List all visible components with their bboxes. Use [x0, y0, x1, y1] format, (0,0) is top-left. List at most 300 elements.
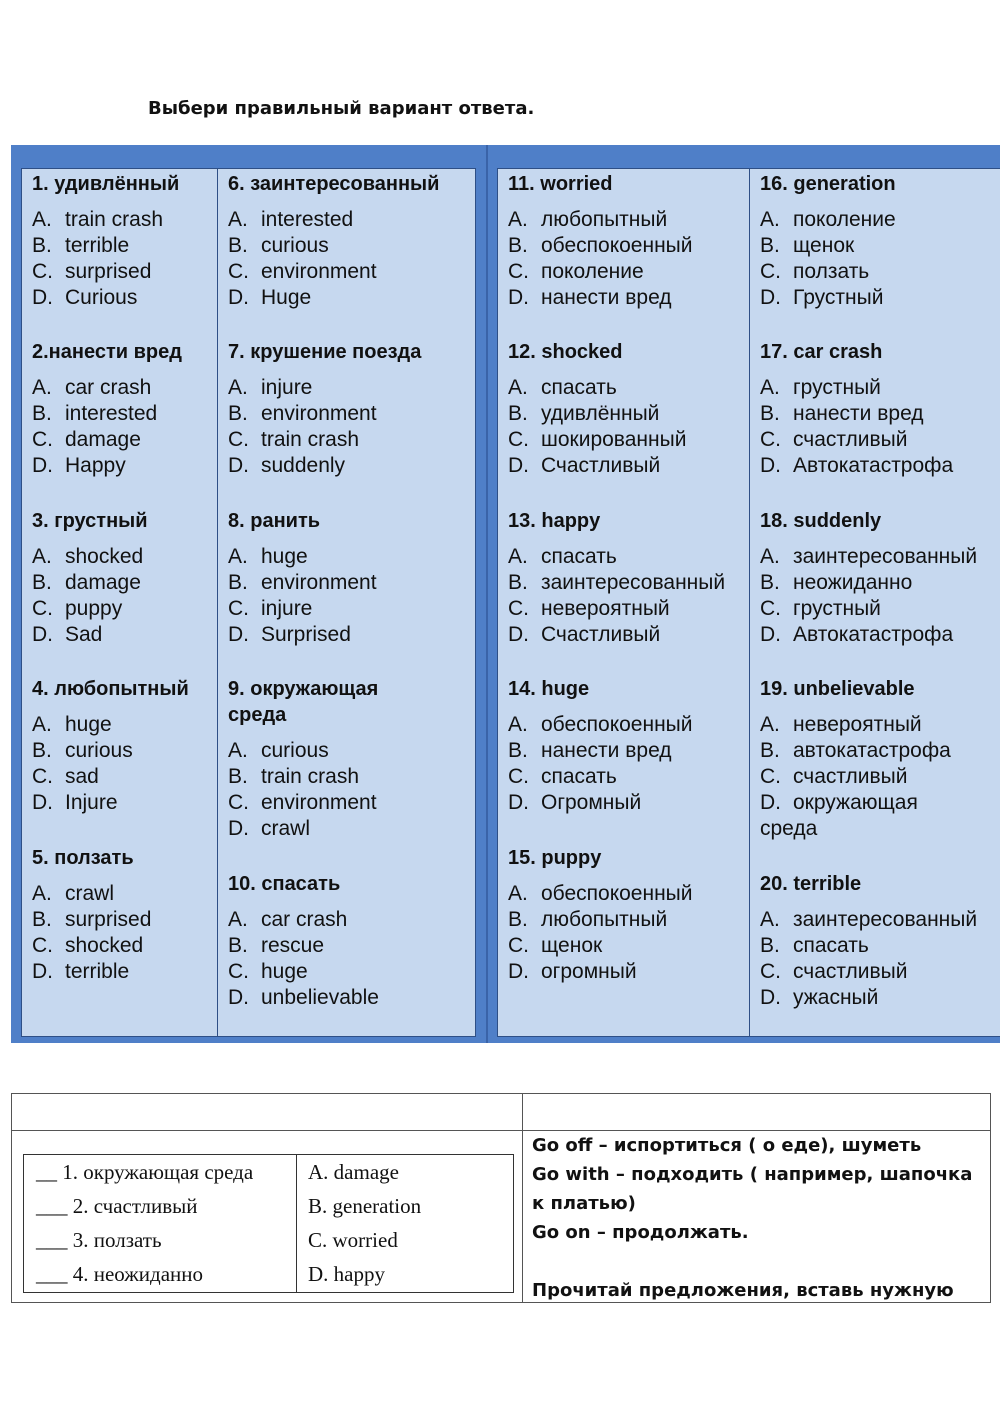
option-letter: C.	[32, 765, 53, 788]
question-15-option-b[interactable]	[508, 907, 747, 933]
question-5-heading: 5. ползать	[32, 847, 134, 869]
option-letter: B.	[32, 571, 52, 594]
match-right-d: D. happy	[308, 1262, 385, 1286]
option-text: грустный	[793, 597, 881, 620]
question-7-option-d[interactable]	[228, 453, 474, 479]
question-2-option-a[interactable]	[32, 375, 215, 401]
option-letter: C.	[508, 428, 529, 451]
option-text: спасать	[541, 545, 617, 568]
option-text: невероятный	[541, 597, 670, 620]
phrasal-verb-notes	[532, 1131, 987, 1305]
question-6-option-d[interactable]	[228, 285, 474, 311]
option-letter: A.	[760, 208, 780, 231]
question-14-option-b[interactable]	[508, 738, 747, 764]
option-letter: A.	[32, 208, 52, 231]
question-10-option-a[interactable]	[228, 907, 474, 933]
question-1-option-d[interactable]	[32, 285, 215, 311]
question-16-option-c[interactable]	[760, 259, 999, 285]
question-16-heading: 16. generation	[760, 173, 896, 195]
option-letter: D.	[760, 623, 781, 646]
question-16-option-b[interactable]	[760, 233, 999, 259]
option-text: crawl	[65, 882, 115, 905]
option-letter: D.	[760, 454, 781, 477]
question-8-heading: 8. ранить	[228, 510, 321, 532]
question-9-option-b[interactable]	[228, 764, 474, 790]
bottom-table	[11, 1093, 991, 1303]
option-letter: B.	[760, 571, 780, 594]
option-letter: A.	[228, 545, 248, 568]
question-8	[228, 508, 474, 648]
question-2-option-d[interactable]	[32, 453, 215, 479]
option-letter: B.	[228, 234, 248, 257]
question-20-heading: 20. terrible	[760, 873, 862, 895]
option-letter: C.	[508, 765, 529, 788]
option-letter: A.	[32, 376, 52, 399]
question-11	[508, 171, 747, 311]
note-go-with: Go with – подходить ( например, шапочка к платью)	[532, 1164, 973, 1214]
question-15-option-a[interactable]	[508, 881, 747, 907]
option-text: любопытный	[541, 908, 668, 931]
option-text: damage	[65, 571, 141, 594]
option-letter: C.	[32, 597, 53, 620]
option-text: rescue	[261, 934, 325, 957]
option-text: окружающая среда	[760, 791, 918, 840]
match-left-4: ___ 4. неожиданно	[36, 1262, 204, 1286]
option-letter: A.	[32, 882, 52, 905]
option-letter: C.	[508, 934, 529, 957]
option-text: injure	[261, 376, 313, 399]
option-letter: C.	[508, 597, 529, 620]
option-text: train crash	[261, 428, 360, 451]
question-18-option-c[interactable]	[760, 596, 999, 622]
option-letter: C.	[760, 597, 781, 620]
question-19-option-d[interactable]	[760, 790, 980, 842]
option-text: Happy	[65, 454, 126, 477]
option-letter: D.	[760, 986, 781, 1009]
option-letter: B.	[228, 402, 248, 425]
note-go-on: Go on – продолжать.	[532, 1222, 749, 1243]
option-letter: D.	[508, 454, 529, 477]
option-text: поколение	[541, 260, 644, 283]
question-11-heading: 11. worried	[508, 173, 613, 195]
option-letter: C.	[228, 597, 249, 620]
question-5-option-d[interactable]	[32, 959, 215, 985]
quiz-column-4	[749, 169, 1000, 1036]
question-16	[760, 171, 999, 311]
question-12-option-b[interactable]	[508, 401, 747, 427]
quiz-column-2	[217, 169, 476, 1036]
option-letter: D.	[228, 986, 249, 1009]
question-6-option-b[interactable]	[228, 233, 474, 259]
question-20-option-d[interactable]	[760, 985, 999, 1011]
question-18-heading: 18. suddenly	[760, 510, 882, 532]
option-letter: A.	[760, 376, 780, 399]
question-4-option-c[interactable]	[32, 764, 215, 790]
option-letter: B.	[228, 765, 248, 788]
option-letter: A.	[508, 713, 528, 736]
option-text: Грустный	[793, 286, 884, 309]
question-14-option-c[interactable]	[508, 764, 747, 790]
option-text: спасать	[793, 934, 869, 957]
option-letter: B.	[228, 934, 248, 957]
question-19-option-c[interactable]	[760, 764, 999, 790]
question-13	[508, 508, 747, 648]
option-text: нанести вред	[541, 286, 672, 309]
option-letter: A.	[228, 208, 248, 231]
option-letter: B.	[760, 402, 780, 425]
question-9	[228, 676, 474, 842]
question-13-heading: 13. happy	[508, 510, 601, 532]
option-letter: A.	[32, 713, 52, 736]
option-text: shocked	[65, 934, 144, 957]
question-4	[32, 676, 215, 816]
question-12-option-d[interactable]	[508, 453, 747, 479]
question-5	[32, 845, 215, 985]
option-text: curious	[261, 234, 329, 257]
option-letter: A.	[508, 376, 528, 399]
question-18-option-a[interactable]	[760, 544, 999, 570]
question-17-option-b[interactable]	[760, 401, 999, 427]
option-text: surprised	[65, 260, 152, 283]
option-text: terrible	[65, 234, 130, 257]
note-spacer	[532, 1247, 987, 1276]
question-14-heading: 14. huge	[508, 678, 590, 700]
option-text: невероятный	[793, 713, 922, 736]
option-text: Огромный	[541, 791, 642, 814]
option-letter: B.	[228, 571, 248, 594]
question-2-option-b[interactable]	[32, 401, 215, 427]
question-15	[508, 845, 747, 985]
option-letter: A.	[508, 545, 528, 568]
option-text: заинтересованный	[793, 908, 978, 931]
option-text: обеспокоенный	[541, 882, 693, 905]
option-text: нанести вред	[541, 739, 672, 762]
option-text: huge	[261, 960, 308, 983]
option-text: огромный	[541, 960, 637, 983]
option-text: shocked	[65, 545, 144, 568]
option-text: surprised	[65, 908, 152, 931]
option-letter: D.	[508, 791, 529, 814]
question-1-option-a[interactable]	[32, 207, 215, 233]
question-7-option-c[interactable]	[228, 427, 474, 453]
option-text: sad	[65, 765, 99, 788]
match-left-2: ___ 2. счастливый	[36, 1194, 198, 1218]
option-letter: B.	[760, 934, 780, 957]
match-right-c: C. worried	[308, 1228, 398, 1252]
question-13-option-b[interactable]	[508, 570, 747, 596]
question-6-heading: 6. заинтересованный	[228, 173, 440, 195]
option-letter: C.	[760, 428, 781, 451]
option-text: Curious	[65, 286, 138, 309]
question-1-option-c[interactable]	[32, 259, 215, 285]
option-text: щенок	[793, 234, 855, 257]
question-11-option-d[interactable]	[508, 285, 747, 311]
option-text: interested	[65, 402, 158, 425]
option-letter: B.	[508, 739, 528, 762]
option-letter: B.	[32, 402, 52, 425]
option-letter: C.	[32, 260, 53, 283]
question-17	[760, 339, 999, 479]
question-19-option-a[interactable]	[760, 712, 999, 738]
option-text: грустный	[793, 376, 881, 399]
option-letter: B.	[32, 908, 52, 931]
note-instruction: Прочитай предложения, вставь нужную	[532, 1280, 954, 1301]
option-text: автокатастрофа	[793, 739, 951, 762]
question-1	[32, 171, 215, 311]
option-letter: A.	[32, 545, 52, 568]
option-text: huge	[261, 545, 308, 568]
option-letter: A.	[508, 208, 528, 231]
question-20-option-c[interactable]	[760, 959, 999, 985]
question-6-option-a[interactable]	[228, 207, 474, 233]
option-letter: A.	[760, 713, 780, 736]
question-14	[508, 676, 747, 816]
question-20-option-a[interactable]	[760, 907, 999, 933]
question-17-heading: 17. car crash	[760, 341, 883, 363]
option-letter: B.	[508, 908, 528, 931]
question-12-option-a[interactable]	[508, 375, 747, 401]
option-letter: C.	[32, 934, 53, 957]
question-8-option-c[interactable]	[228, 596, 474, 622]
option-letter: A.	[760, 545, 780, 568]
option-letter: A.	[228, 908, 248, 931]
question-6	[228, 171, 474, 311]
option-text: ужасный	[793, 986, 879, 1009]
option-letter: D.	[32, 623, 53, 646]
option-letter: D.	[228, 286, 249, 309]
question-16-option-a[interactable]	[760, 207, 999, 233]
question-17-option-c[interactable]	[760, 427, 999, 453]
question-15-heading: 15. puppy	[508, 847, 602, 869]
question-7-option-a[interactable]	[228, 375, 474, 401]
question-9-option-d[interactable]	[228, 816, 474, 842]
question-16-option-d[interactable]	[760, 285, 999, 311]
option-letter: C.	[32, 428, 53, 451]
option-text: train crash	[65, 208, 164, 231]
option-text: crawl	[261, 817, 311, 840]
option-letter: D.	[508, 960, 529, 983]
note-go-off: Go off – испортиться ( о еде), шуметь	[532, 1135, 922, 1156]
option-letter: D.	[32, 454, 53, 477]
option-letter: B.	[32, 739, 52, 762]
option-letter: A.	[228, 739, 248, 762]
option-text: unbelievable	[261, 986, 379, 1009]
option-letter: B.	[508, 571, 528, 594]
question-8-option-d[interactable]	[228, 622, 474, 648]
option-text: Surprised	[261, 623, 351, 646]
question-18	[760, 508, 999, 648]
option-text: счастливый	[793, 428, 908, 451]
match-left-3: ___ 3. ползать	[36, 1228, 162, 1252]
question-4-option-a[interactable]	[32, 712, 215, 738]
question-13-option-c[interactable]	[508, 596, 747, 622]
question-2-heading: 2.нанести вред	[32, 341, 182, 363]
option-letter: D.	[228, 454, 249, 477]
option-letter: D.	[508, 286, 529, 309]
option-text: train crash	[261, 765, 360, 788]
option-letter: A.	[508, 882, 528, 905]
question-4-option-b[interactable]	[32, 738, 215, 764]
option-text: car crash	[261, 908, 348, 931]
option-letter: D.	[228, 623, 249, 646]
option-text: счастливый	[793, 765, 908, 788]
option-letter: B.	[760, 234, 780, 257]
right-panel	[497, 168, 1000, 1037]
option-text: terrible	[65, 960, 130, 983]
question-17-option-a[interactable]	[760, 375, 999, 401]
option-text: curious	[261, 739, 329, 762]
option-letter: C.	[760, 260, 781, 283]
question-3-option-a[interactable]	[32, 544, 215, 570]
option-letter: D.	[32, 286, 53, 309]
option-letter: C.	[228, 428, 249, 451]
option-letter: D.	[32, 960, 53, 983]
option-text: заинтересованный	[541, 571, 726, 594]
question-17-option-d[interactable]	[760, 453, 999, 479]
option-text: заинтересованный	[793, 545, 978, 568]
option-text: счастливый	[793, 960, 908, 983]
question-12	[508, 339, 747, 479]
question-18-option-b[interactable]	[760, 570, 999, 596]
option-letter: D.	[32, 791, 53, 814]
option-letter: C.	[760, 765, 781, 788]
question-13-option-d[interactable]	[508, 622, 747, 648]
quiz-frame	[11, 145, 1000, 1043]
option-text: шокированный	[541, 428, 687, 451]
option-letter: C.	[228, 260, 249, 283]
option-text: Автокатастрофа	[793, 623, 954, 646]
question-19	[760, 676, 999, 842]
option-text: curious	[65, 739, 133, 762]
option-text: suddenly	[261, 454, 346, 477]
option-letter: C.	[228, 960, 249, 983]
question-11-option-c[interactable]	[508, 259, 747, 285]
question-12-heading: 12. shocked	[508, 341, 623, 363]
question-3-option-c[interactable]	[32, 596, 215, 622]
question-12-option-c[interactable]	[508, 427, 747, 453]
option-letter: D.	[228, 817, 249, 840]
option-letter: A.	[760, 908, 780, 931]
question-20	[760, 871, 999, 1011]
quiz-column-3	[498, 169, 749, 1036]
question-15-option-c[interactable]	[508, 933, 747, 959]
question-5-option-b[interactable]	[32, 907, 215, 933]
question-4-option-d[interactable]	[32, 790, 215, 816]
option-text: Sad	[65, 623, 103, 646]
option-text: ползать	[793, 260, 870, 283]
question-19-option-b[interactable]	[760, 738, 999, 764]
option-text: нанести вред	[793, 402, 924, 425]
option-text: environment	[261, 402, 377, 425]
option-text: обеспокоенный	[541, 234, 693, 257]
option-letter: D.	[760, 791, 781, 814]
option-text: puppy	[65, 597, 123, 620]
question-8-option-a[interactable]	[228, 544, 474, 570]
question-7	[228, 339, 474, 479]
question-3-option-b[interactable]	[32, 570, 215, 596]
page-title: Выбери правильный вариант ответа.	[148, 98, 535, 119]
quiz-column-1	[22, 169, 217, 1036]
question-14-option-d[interactable]	[508, 790, 747, 816]
question-3-option-d[interactable]	[32, 622, 215, 648]
option-text: поколение	[793, 208, 896, 231]
option-text: Счастливый	[541, 623, 661, 646]
question-19-heading: 19. unbelievable	[760, 678, 915, 700]
question-10-heading: 10. спасать	[228, 873, 341, 895]
matching-table	[23, 1154, 514, 1293]
option-text: Счастливый	[541, 454, 661, 477]
question-15-option-d[interactable]	[508, 959, 747, 985]
option-text: injure	[261, 597, 313, 620]
question-10-option-b[interactable]	[228, 933, 474, 959]
option-text: huge	[65, 713, 112, 736]
option-letter: C.	[760, 960, 781, 983]
question-8-option-b[interactable]	[228, 570, 474, 596]
option-letter: B.	[32, 234, 52, 257]
option-letter: A.	[228, 376, 248, 399]
question-20-option-b[interactable]	[760, 933, 999, 959]
question-1-option-b[interactable]	[32, 233, 215, 259]
option-letter: C.	[508, 260, 529, 283]
question-11-option-b[interactable]	[508, 233, 747, 259]
option-text: environment	[261, 791, 377, 814]
question-9-option-c[interactable]	[228, 790, 474, 816]
question-18-option-d[interactable]	[760, 622, 999, 648]
match-right-a: A. damage	[308, 1160, 399, 1184]
question-9-option-a[interactable]	[228, 738, 474, 764]
option-text: environment	[261, 571, 377, 594]
question-10-option-d[interactable]	[228, 985, 474, 1011]
option-letter: B.	[508, 402, 528, 425]
option-text: неожиданно	[793, 571, 913, 594]
question-11-option-a[interactable]	[508, 207, 747, 233]
option-text: обеспокоенный	[541, 713, 693, 736]
question-1-heading: 1. удивлённый	[32, 173, 180, 195]
match-right-b: B. generation	[308, 1194, 422, 1218]
option-text: car crash	[65, 376, 152, 399]
option-text: щенок	[541, 934, 603, 957]
option-letter: B.	[760, 739, 780, 762]
question-10-option-c[interactable]	[228, 959, 474, 985]
question-5-option-c[interactable]	[32, 933, 215, 959]
match-left-1: __ 1. окружающая среда	[36, 1160, 254, 1184]
question-3	[32, 508, 215, 648]
option-letter: C.	[228, 791, 249, 814]
option-letter: B.	[508, 234, 528, 257]
question-7-option-b[interactable]	[228, 401, 474, 427]
question-4-heading: 4. любопытный	[32, 678, 189, 700]
option-text: Injure	[65, 791, 118, 814]
option-text: спасать	[541, 765, 617, 788]
option-letter: D.	[760, 286, 781, 309]
question-5-option-a[interactable]	[32, 881, 215, 907]
option-text: interested	[261, 208, 354, 231]
option-letter: D.	[508, 623, 529, 646]
question-10	[228, 871, 474, 1011]
question-2-option-c[interactable]	[32, 427, 215, 453]
option-text: Huge	[261, 286, 312, 309]
question-13-option-a[interactable]	[508, 544, 747, 570]
option-text: Автокатастрофа	[793, 454, 954, 477]
question-3-heading: 3. грустный	[32, 510, 148, 532]
question-6-option-c[interactable]	[228, 259, 474, 285]
option-text: удивлённый	[541, 402, 660, 425]
question-14-option-a[interactable]	[508, 712, 747, 738]
option-text: damage	[65, 428, 141, 451]
option-text: environment	[261, 260, 377, 283]
option-text: любопытный	[541, 208, 668, 231]
question-7-heading: 7. крушение поезда	[228, 341, 422, 363]
